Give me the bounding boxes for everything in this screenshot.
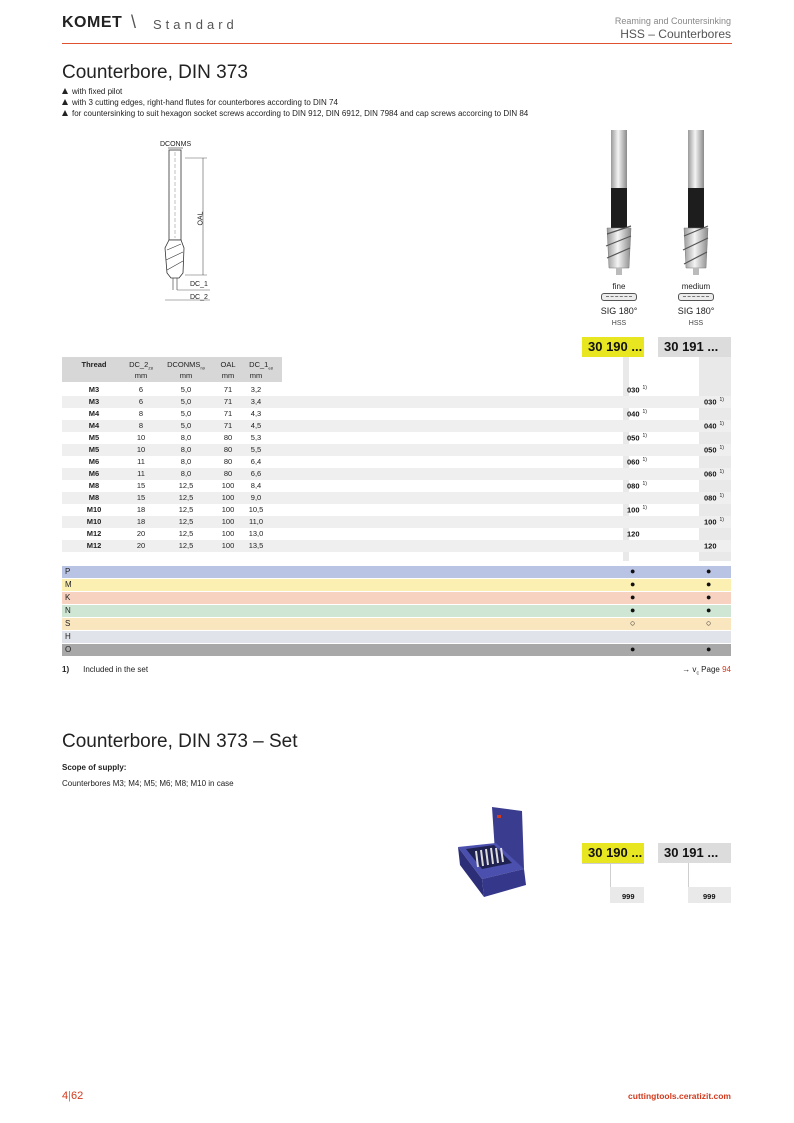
order-number-medium[interactable]: 30 191 ...: [658, 337, 731, 357]
order-code-fine[interactable]: [627, 493, 630, 503]
scope-heading: Scope of supply:: [62, 763, 127, 772]
order-code-medium[interactable]: [704, 505, 707, 515]
counterbore-fine-photo: [597, 130, 641, 275]
counterbore-medium-photo: [674, 130, 718, 275]
order-code-medium[interactable]: [704, 385, 707, 395]
table-row: M5 10 8,0 80 5,3 050 $^{1)}$: [62, 432, 731, 444]
product-label-fine: fine: [612, 282, 626, 291]
brand-name: KOMET: [62, 14, 123, 31]
header-category: Reaming and Countersinking: [614, 16, 731, 26]
feature-item: with fixed pilot: [62, 86, 528, 97]
order-code-medium[interactable]: 100 $^{1)}$: [704, 517, 724, 527]
drawing-label-oal: OAL: [197, 211, 205, 226]
material-row-k: K ● ●: [62, 592, 731, 604]
order-code-medium[interactable]: [704, 481, 707, 491]
point-angle-medium: SIG 180°: [677, 306, 715, 316]
cutting-speed-reference[interactable]: → $v_c$ Page 94: [682, 665, 731, 677]
order-code-medium[interactable]: 080 $^{1)}$: [704, 493, 724, 503]
divider: [582, 863, 644, 864]
header-dc1-unit: mm: [249, 371, 263, 380]
order-code-fine[interactable]: 060 $^{1)}$: [627, 457, 647, 467]
tool-geometry-icon: [678, 293, 714, 301]
order-code-medium[interactable]: 050 $^{1)}$: [704, 445, 724, 455]
table-row: M5 10 8,0 80 5,5 050 $^{1)}$: [62, 444, 731, 456]
table-row: M3 6 5,0 71 3,2 030 $^{1)}$: [62, 384, 731, 396]
material-row-s: S ○ ○: [62, 618, 731, 630]
set-code-fine[interactable]: 999: [622, 892, 635, 901]
header-dc2: $DC\_2_{Z8}$: [129, 360, 153, 371]
triangle-bullet-icon: [62, 110, 68, 116]
tool-geometry-icon: [601, 293, 637, 301]
website-link[interactable]: cuttingtools.ceratizit.com: [628, 1091, 731, 1101]
order-code-fine[interactable]: [627, 445, 630, 455]
table-header: [62, 357, 282, 382]
order-code-medium[interactable]: 030 $^{1)}$: [704, 397, 724, 407]
order-code-medium[interactable]: [704, 433, 707, 443]
order-code-fine[interactable]: 050 $^{1)}$: [627, 433, 647, 443]
header-thread: Thread: [81, 360, 107, 369]
order-code-fine[interactable]: 040 $^{1)}$: [627, 409, 647, 419]
material-row-o: O ● ●: [62, 644, 731, 656]
material-row-p: P ● ●: [62, 566, 731, 578]
table-row: M8 15 12,5 100 9,0 080 $^{1)}$: [62, 492, 731, 504]
divider: [688, 863, 689, 887]
feature-item: with 3 cutting edges, right-hand flutes for counterbores according to DIN 74: [62, 97, 528, 108]
page-number: 4|62: [62, 1090, 84, 1102]
order-code-fine[interactable]: [627, 517, 630, 527]
point-angle-fine: SIG 180°: [600, 306, 638, 316]
table-row: M4 8 5,0 71 4,5 040 $^{1)}$: [62, 420, 731, 432]
material-row-m: M ● ●: [62, 579, 731, 591]
header-dconms-unit: mm: [179, 371, 193, 380]
order-code-fine[interactable]: 080 $^{1)}$: [627, 481, 647, 491]
order-number-fine[interactable]: 30 190 ...: [582, 337, 644, 357]
header-divider: [62, 43, 732, 44]
section2-title: Counterbore, DIN 373 – Set: [62, 731, 298, 752]
page-link: 94: [722, 665, 731, 674]
table-row: M6 11 8,0 80 6,4 060 $^{1)}$: [62, 456, 731, 468]
header-dc2-unit: mm: [134, 371, 148, 380]
order-code-medium[interactable]: [704, 529, 707, 539]
table-row: M8 15 12,5 100 8,4 080 $^{1)}$: [62, 480, 731, 492]
table-row: M10 18 12,5 100 10,5 100 $^{1)}$: [62, 504, 731, 516]
triangle-bullet-icon: [62, 99, 68, 105]
header-oal-unit: mm: [221, 371, 235, 380]
drawing-label-dc2: DC_2: [190, 294, 208, 301]
brand-line: Standard: [153, 17, 238, 32]
order-code-medium[interactable]: 120: [704, 541, 717, 551]
header-dc1: $DC\_1_{e8}$: [249, 360, 273, 371]
table-row: M3 6 5,0 71 3,4 030 $^{1)}$: [62, 396, 731, 408]
divider: [610, 863, 611, 887]
material-row-h: H: [62, 631, 731, 643]
header-subcategory: HSS – Counterbores: [620, 27, 731, 41]
set-order-number-fine[interactable]: 30 190 ...: [582, 843, 644, 863]
footnote: 1) Included in the set: [62, 665, 149, 674]
section1-title: Counterbore, DIN 373: [62, 62, 248, 83]
order-code-fine[interactable]: [627, 397, 630, 407]
order-code-fine[interactable]: [627, 541, 630, 551]
table-row: M4 8 5,0 71 4,3 040 $^{1)}$: [62, 408, 731, 420]
scope-text: Counterbores M3; M4; M5; M6; M8; M10 in case: [62, 779, 234, 788]
feature-item: for countersinking to suit hexagon socket screws according to DIN 912, DIN 6912, DIN 7984 and cap screws accorcing to DIN 84: [62, 108, 528, 119]
order-code-medium[interactable]: 040 $^{1)}$: [704, 421, 724, 431]
table-row: M12 20 12,5 100 13,5 120: [62, 540, 731, 552]
table-row: M10 18 12,5 100 11,0 100 $^{1)}$: [62, 516, 731, 528]
order-code-fine[interactable]: [627, 469, 630, 479]
order-code-medium[interactable]: 060 $^{1)}$: [704, 469, 724, 479]
counterbore-set-case-photo: [452, 807, 532, 897]
tool-material-medium: HSS: [688, 320, 704, 327]
triangle-bullet-icon: [62, 88, 68, 94]
table-row: M6 11 8,0 80 6,6 060 $^{1)}$: [62, 468, 731, 480]
header-oal: OAL: [220, 360, 236, 369]
order-code-fine[interactable]: [627, 421, 630, 431]
header-dconms: $DCONMS_{h9}$: [167, 360, 205, 371]
tool-material-fine: HSS: [611, 320, 627, 327]
brand-separator: \: [131, 12, 137, 32]
table-row: M12 20 12,5 100 13,0 120: [62, 528, 731, 540]
material-row-n: N ● ●: [62, 605, 731, 617]
drawing-label-dc1: DC_1: [190, 281, 208, 288]
order-code-medium[interactable]: [704, 409, 707, 419]
product-label-medium: medium: [681, 282, 711, 291]
drawing-label-dconms: DCONMS: [160, 141, 192, 148]
set-order-number-medium[interactable]: 30 191 ...: [658, 843, 731, 863]
set-code-medium[interactable]: 999: [703, 892, 716, 901]
order-code-fine[interactable]: 100 $^{1)}$: [627, 505, 647, 515]
feature-list: [62, 86, 528, 119]
order-code-medium[interactable]: [704, 457, 707, 467]
order-code-fine[interactable]: 030 $^{1)}$: [627, 385, 647, 395]
order-code-fine[interactable]: 120: [627, 529, 640, 539]
